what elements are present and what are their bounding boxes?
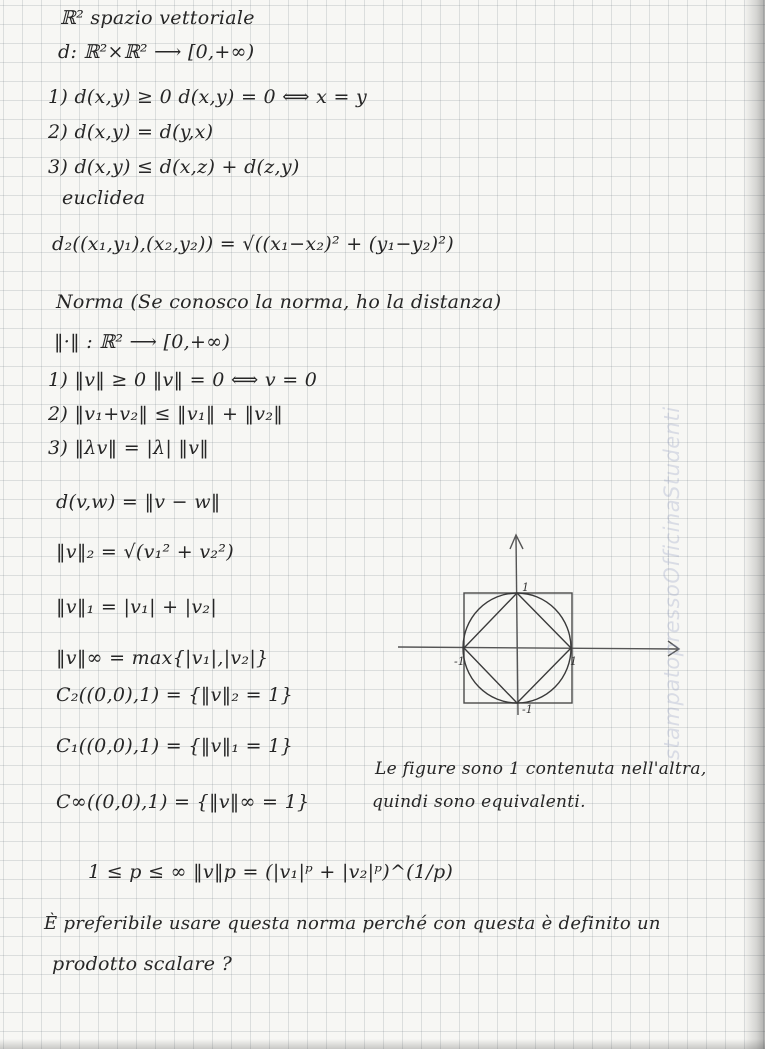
- note-line-22: prodotto scalare ?: [52, 953, 233, 975]
- note-line-15: ‖v‖₁ = |v₁| + |v₂|: [56, 596, 218, 618]
- figure-label-right: 1: [570, 655, 577, 668]
- figure-label-left: -1: [454, 655, 465, 668]
- x-axis: [398, 647, 678, 649]
- note-line-20: 1 ≤ p ≤ ∞ ‖v‖p = (|v₁|ᵖ + |v₂|ᵖ)^(1/p): [88, 861, 454, 883]
- note-line-6: euclidea: [62, 187, 146, 209]
- note-line-4: 2) d(x,y) = d(y,x): [48, 121, 214, 143]
- note-line-16: ‖v‖∞ = max{|v₁|,|v₂|}: [56, 647, 269, 669]
- note-line-21: È preferibile usare questa norma perché con questa è definito un: [44, 913, 661, 934]
- note-line-5: 3) d(x,y) ≤ d(x,z) + d(z,y): [48, 156, 300, 178]
- note-line-1: ℝ² spazio vettoriale: [60, 7, 255, 29]
- note-line-3: 1) d(x,y) ≥ 0 d(x,y) = 0 ⟺ x = y: [48, 86, 368, 108]
- note-line-8: Norma (Se conosco la norma, ho la distanza): [56, 291, 502, 313]
- note-line-18: C₁((0,0),1) = {‖v‖₁ = 1}: [56, 735, 293, 757]
- note-line-13: d(v,w) = ‖v − w‖: [56, 491, 221, 513]
- note-line-17: C₂((0,0),1) = {‖v‖₂ = 1}: [56, 684, 293, 706]
- note-line-19: C∞((0,0),1) = {‖v‖∞ = 1}: [56, 791, 310, 813]
- norm-unit-balls-figure: [390, 525, 690, 725]
- note-line-12: 3) ‖λv‖ = |λ| ‖v‖: [48, 437, 210, 459]
- figure-label-bottom: -1: [522, 703, 533, 716]
- side-note-line-2: quindi sono equivalenti.: [372, 792, 586, 812]
- page-bottom-shadow: [0, 1039, 765, 1049]
- figure-label-top: 1: [522, 581, 529, 594]
- note-line-2: d: ℝ²×ℝ² ⟶ [0,+∞): [58, 41, 255, 63]
- page-edge-shadow: [743, 0, 765, 1049]
- note-line-11: 2) ‖v₁+v₂‖ ≤ ‖v₁‖ + ‖v₂‖: [48, 403, 284, 425]
- side-note-line-1: Le figure sono 1 contenuta nell'altra,: [375, 759, 707, 779]
- note-line-14: ‖v‖₂ = √(v₁² + v₂²): [56, 541, 234, 563]
- note-line-7: d₂((x₁,y₁),(x₂,y₂)) = √((x₁−x₂)² + (y₁−y₂)²): [52, 233, 454, 255]
- note-line-10: 1) ‖v‖ ≥ 0 ‖v‖ = 0 ⟺ v = 0: [48, 369, 318, 391]
- watermark: stampatopressoOfficinaStudenti: [660, 406, 684, 760]
- note-line-9: ‖·‖ : ℝ² ⟶ [0,+∞): [54, 331, 231, 353]
- y-axis: [516, 537, 518, 715]
